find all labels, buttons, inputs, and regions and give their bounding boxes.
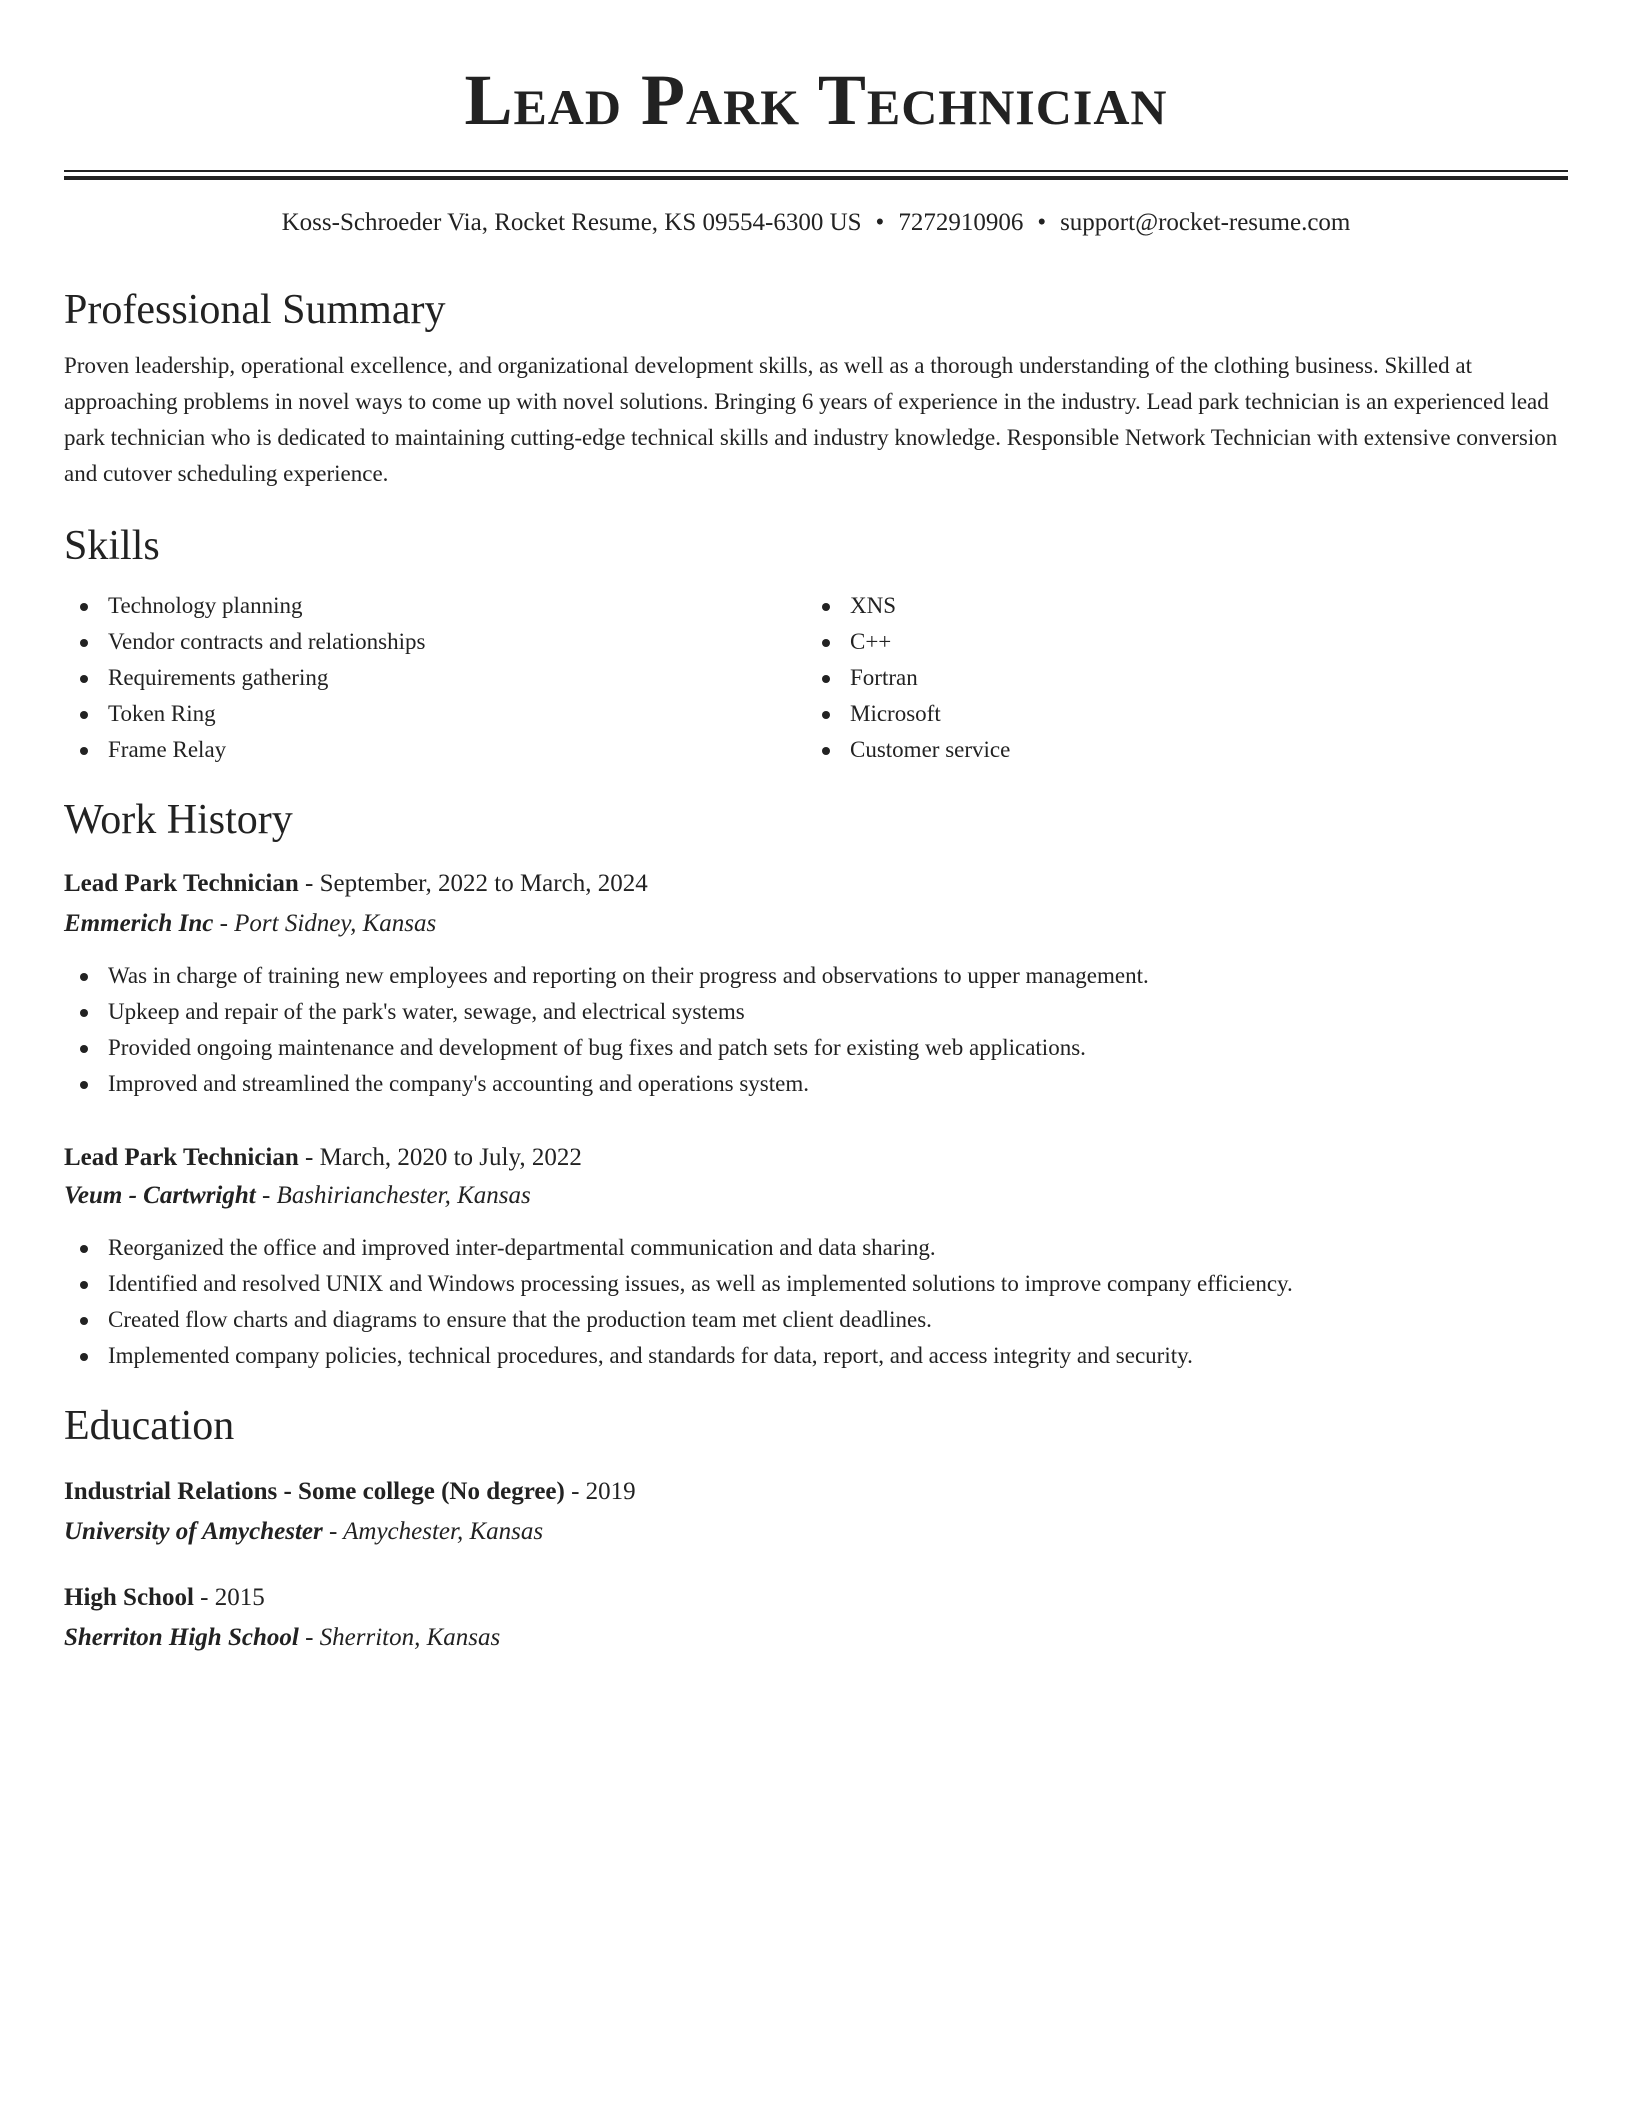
school: University of Amychester — [64, 1518, 323, 1545]
skill-item: Microsoft — [806, 696, 1548, 732]
job-location: - Bashirianchester, Kansas — [255, 1182, 531, 1209]
skills-list-right — [806, 588, 1548, 768]
skill-item: Requirements gathering — [64, 660, 806, 696]
contact-line — [64, 206, 1568, 240]
skills-columns — [64, 588, 1568, 768]
graduation-year: - 2015 — [193, 1584, 265, 1611]
contact-separator: • — [1037, 209, 1047, 236]
title-divider — [64, 170, 1568, 180]
skill-item: Fortran — [806, 660, 1548, 696]
school-location: - Sherriton, Kansas — [298, 1624, 501, 1651]
job-company: Emmerich Inc — [64, 910, 214, 937]
skill-item: Token Ring — [64, 696, 806, 732]
job-company: Veum - Cartwright — [64, 1182, 256, 1209]
job-dates: - March, 2020 to July, 2022 — [298, 1144, 582, 1171]
job-company-line — [64, 1178, 1568, 1214]
job-entry — [64, 1140, 1568, 1374]
job-bullet: Upkeep and repair of the park's water, sewage, and electrical systems — [64, 994, 1568, 1030]
work-history-heading: Work History — [64, 797, 293, 843]
summary-text: Proven leadership, operational excellence, and organizational development skills, as well as a thorough understanding of the clothing business. Skilled at approaching problems in novel ways to come up with novel solutions. Bringing 6 years of experience in the industry. Lead park technician is an experienced lead park technician who is dedicated to maintaining cutting-edge technical skills and industry knowledge. Responsible Network Technician with extensive conversion and cutover scheduling experience. — [64, 353, 1558, 486]
job-entry — [64, 866, 1568, 1102]
job-title: Lead Park Technician — [64, 1144, 299, 1171]
job-company-line — [64, 906, 1568, 942]
job-title-line — [64, 866, 1568, 902]
education-heading: Education — [64, 1403, 235, 1449]
skills-heading: Skills — [64, 523, 160, 569]
skill-item: C++ — [806, 624, 1548, 660]
skill-item: Frame Relay — [64, 732, 806, 768]
job-bullet: Created flow charts and diagrams to ensure that the production team met client deadlines. — [64, 1302, 1568, 1338]
contact-separator: • — [875, 209, 885, 236]
school-location: - Amychester, Kansas — [322, 1518, 544, 1545]
skill-item: Vendor contracts and relationships — [64, 624, 806, 660]
contact-email: support@rocket-resume.com — [1060, 209, 1351, 236]
contact-address: Koss-Schroeder Via, Rocket Resume, KS 09554-6300 US — [281, 209, 862, 236]
skills-list-left — [64, 588, 806, 768]
job-bullet: Improved and streamlined the company's accounting and operations system. — [64, 1066, 1568, 1102]
job-bullets — [64, 958, 1568, 1102]
degree: High School — [64, 1584, 194, 1611]
education-entry — [64, 1580, 1568, 1656]
graduation-year: - 2019 — [564, 1478, 636, 1505]
job-bullet: Reorganized the office and improved inter-departmental communication and data sharing. — [64, 1230, 1568, 1266]
job-bullet: Was in charge of training new employees and reporting on their progress and observations to upper management. — [64, 958, 1568, 994]
school-line — [64, 1514, 1568, 1550]
skill-item: Customer service — [806, 732, 1548, 768]
resume-title: Lead Park Technician — [464, 60, 1168, 140]
skill-item: Technology planning — [64, 588, 806, 624]
job-location: - Port Sidney, Kansas — [213, 910, 437, 937]
job-title-line — [64, 1140, 1568, 1176]
job-bullets — [64, 1230, 1568, 1374]
contact-phone: 7272910906 — [898, 209, 1024, 236]
skill-item: XNS — [806, 588, 1548, 624]
degree-line — [64, 1474, 1568, 1510]
job-dates: - September, 2022 to March, 2024 — [298, 870, 648, 897]
job-bullet: Implemented company policies, technical procedures, and standards for data, report, and access integrity and security. — [64, 1338, 1568, 1374]
job-bullet: Identified and resolved UNIX and Windows processing issues, as well as implemented solutions to improve company efficiency. — [64, 1266, 1568, 1302]
school: Sherriton High School — [64, 1624, 299, 1651]
degree: Industrial Relations - Some college (No degree) — [64, 1478, 565, 1505]
school-line — [64, 1620, 1568, 1656]
job-title: Lead Park Technician — [64, 870, 299, 897]
summary-heading: Professional Summary — [64, 287, 446, 333]
education-entry — [64, 1474, 1568, 1550]
degree-line — [64, 1580, 1568, 1616]
job-bullet: Provided ongoing maintenance and development of bug fixes and patch sets for existing web applications. — [64, 1030, 1568, 1066]
